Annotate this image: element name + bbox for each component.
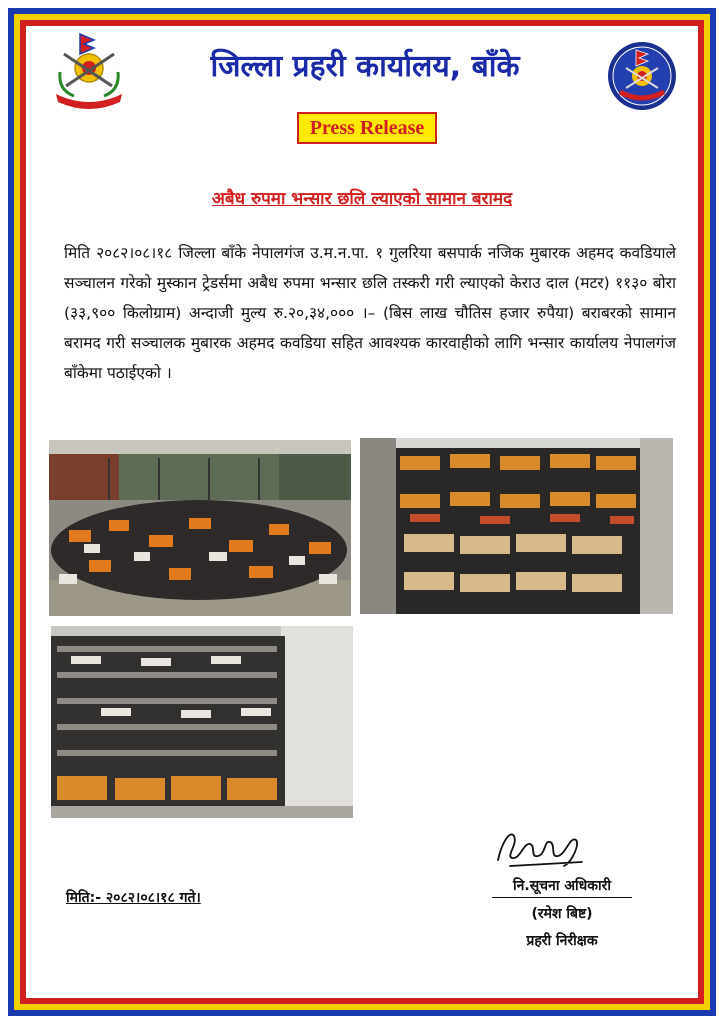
signatory-title: नि.सूचना अधिकारी [492, 876, 632, 898]
handwritten-signature [492, 822, 588, 874]
signatory-name: (रमेश बिष्ट) [531, 906, 593, 922]
release-date: मिति:- २०८२।०८।१८ गते। [66, 890, 201, 906]
nepal-police-round-badge-icon [606, 40, 678, 112]
press-release-label: Press Release [297, 112, 437, 144]
release-headline: अबैध रुपमा भन्सार छलि ल्याएको सामान बरामद [211, 189, 513, 209]
signatory-block [492, 876, 632, 950]
signatory-rank: प्रहरी निरीक्षक [526, 933, 598, 949]
nepal-police-emblem-icon [50, 32, 128, 110]
seized-sacks-photo-truck [360, 438, 673, 614]
seized-sacks-photo-warehouse [51, 626, 353, 818]
office-title: जिल्ला प्रहरी कार्यालय, बाँके [210, 49, 520, 84]
seized-sacks-photo-outdoor [49, 440, 351, 616]
release-body: मिति २०८२।०८।१८ जिल्ला बाँके नेपालगंज उ.म.न.पा. १ गुलरिया बसपार्क नजिक मुबारक अहमद कवडियाले सञ्चालन गरेको मुस्कान ट्रेडर्समा अबैध रुपमा भन्सार छलि तस्करी गरी ल्याएको केराउ दाल (मटर) ११३० बोरा (३३,९०० किलोग्राम) अन्दाजी मुल्य रु.२०,३४,००० ।– (बिस लाख चौतिस हजार रुपैया) बराबरको सामान बरामद गरी सञ्चालक मुबारक अहमद कवडिया सहित आवश्यक कारवाहीको लागि भन्सार कार्यालय नेपालगंज बाँकेमा पठाईएको । [64, 244, 676, 382]
